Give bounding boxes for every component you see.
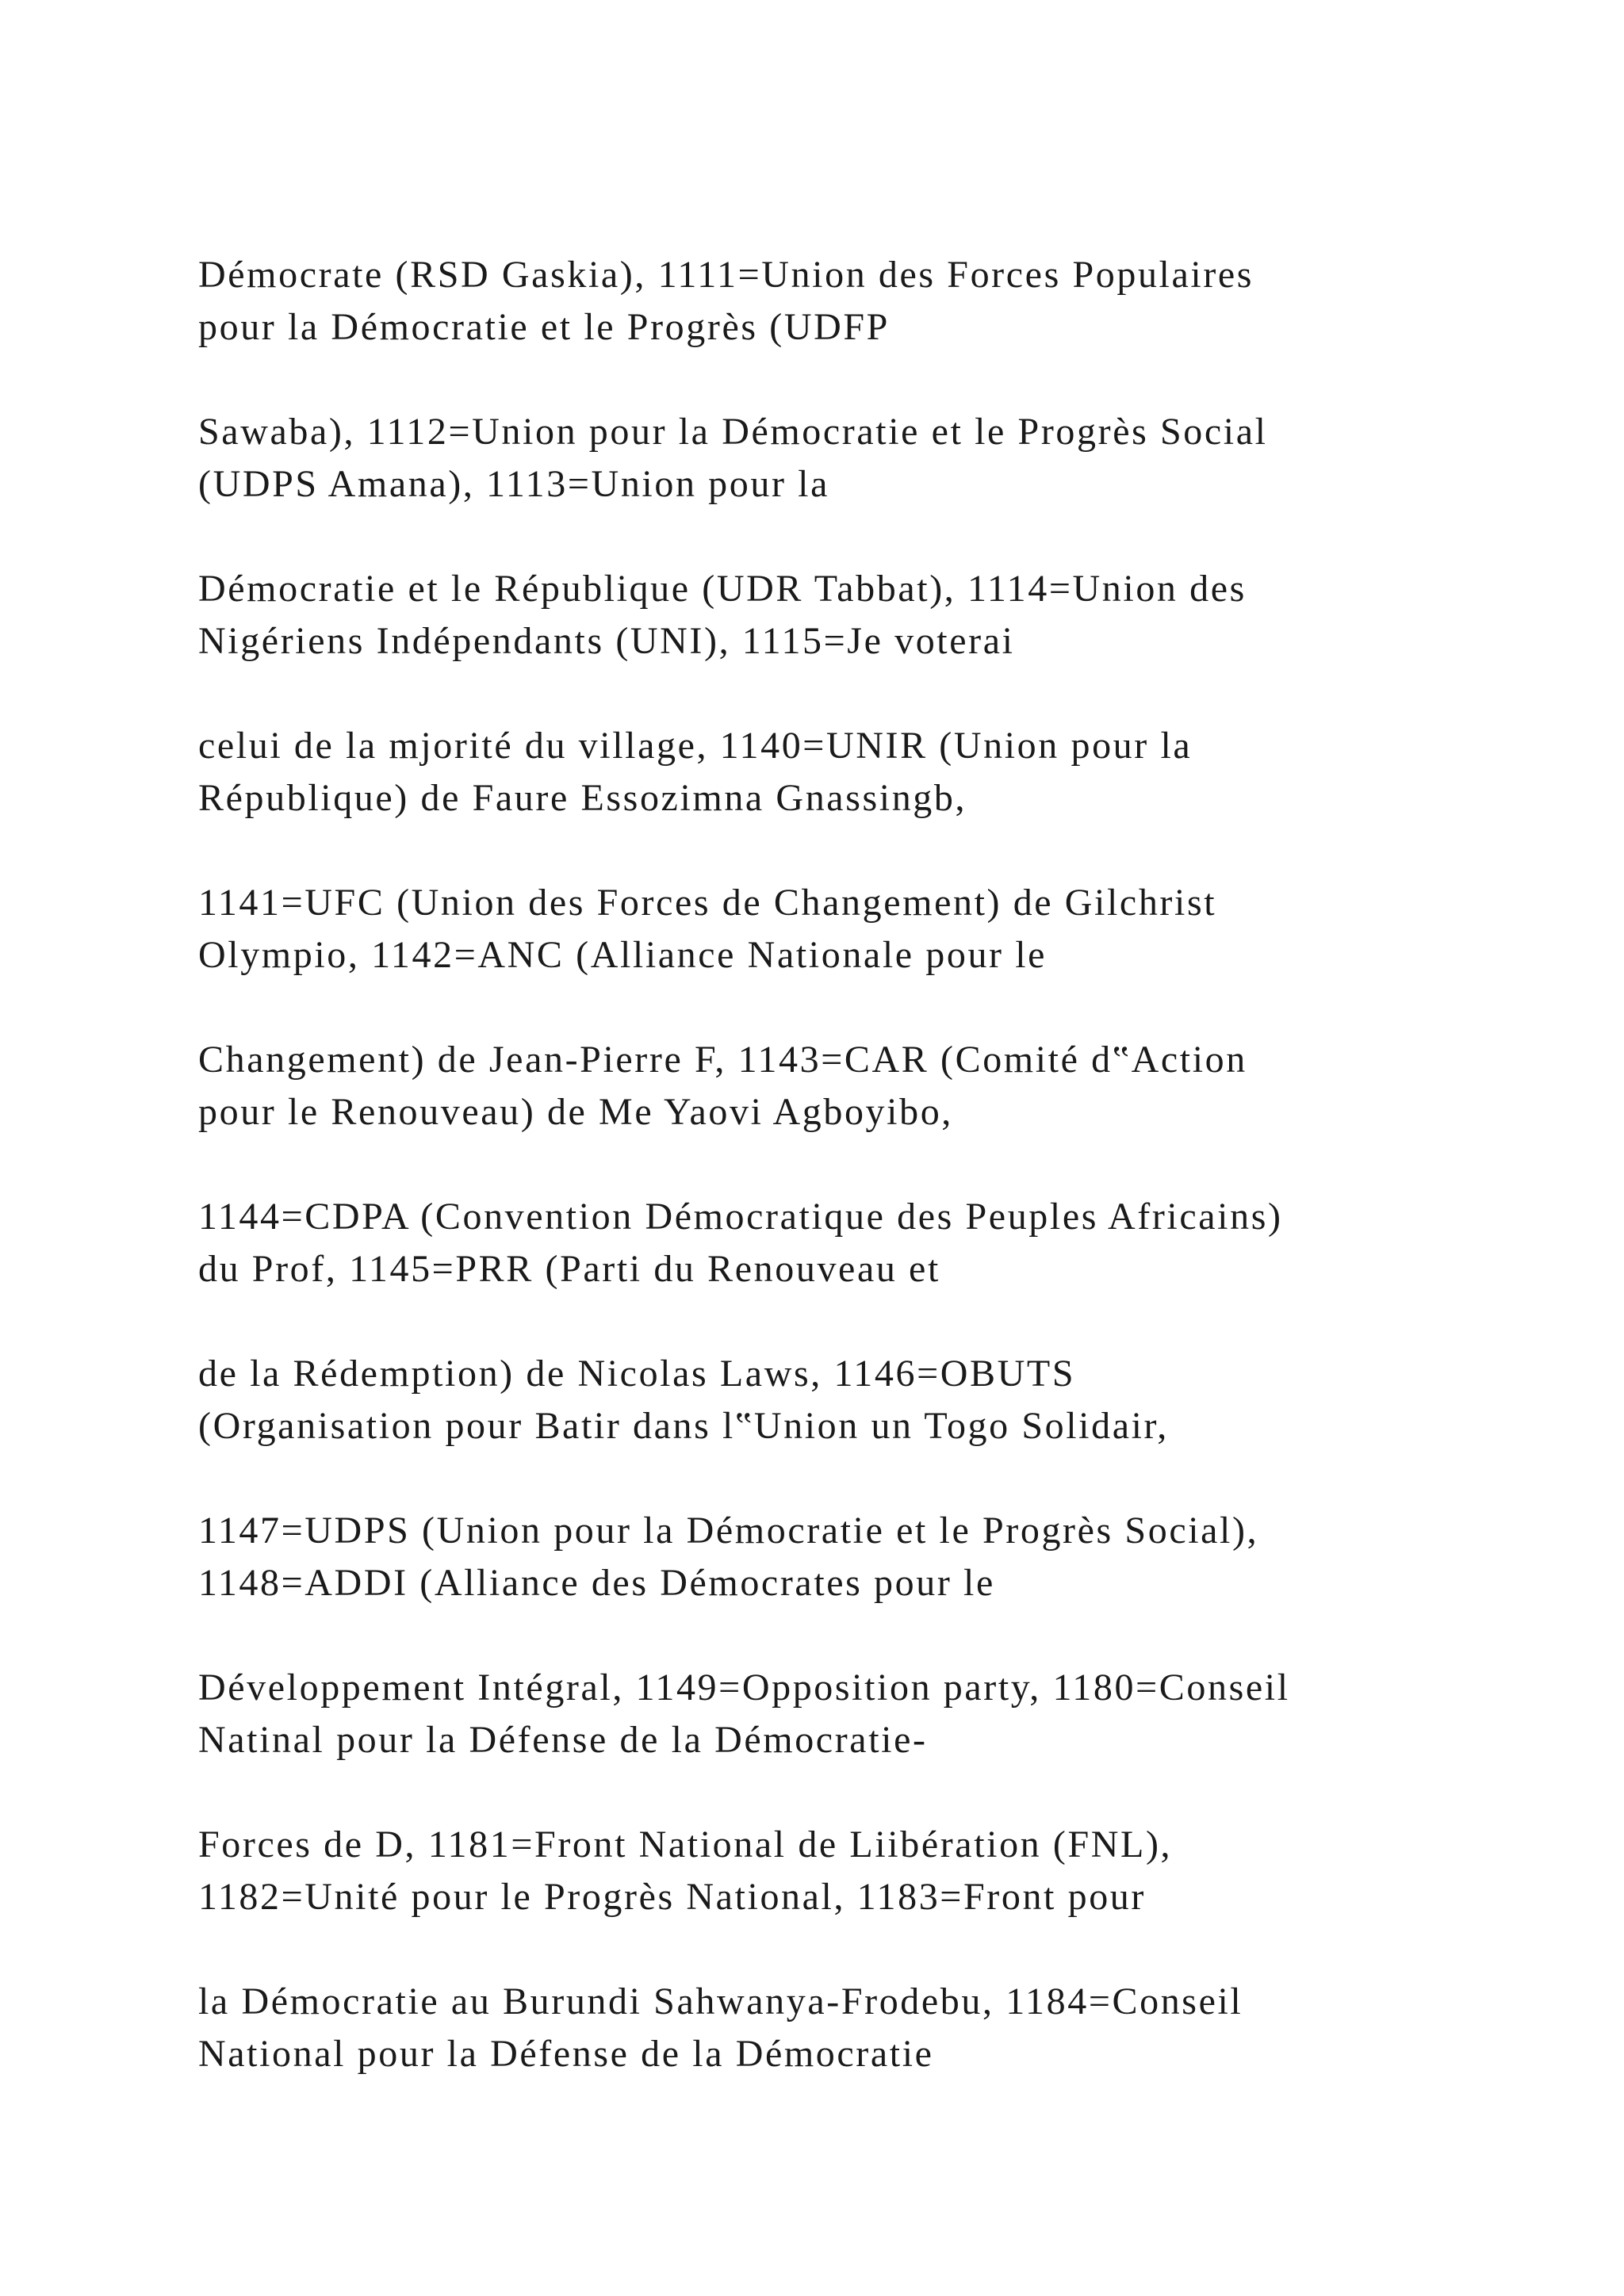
text-line: du Prof, 1145=PRR (Parti du Renouveau et <box>198 1248 940 1290</box>
document-body <box>198 249 1515 2133</box>
paragraph <box>198 1505 1515 1609</box>
paragraph <box>198 1191 1515 1295</box>
text-line: celui de la mjorité du village, 1140=UNIR (Union pour la <box>198 725 1193 767</box>
text-line: Forces de D, 1181=Front National de Liibération (FNL), <box>198 1823 1173 1866</box>
text-line: Nigériens Indépendants (UNI), 1115=Je voterai <box>198 620 1015 662</box>
text-line: Sawaba), 1112=Union pour la Démocratie et le Progrès Social <box>198 411 1268 453</box>
paragraph <box>198 1034 1515 1138</box>
text-line: 1148=ADDI (Alliance des Démocrates pour le <box>198 1562 995 1604</box>
text-line: 1147=UDPS (Union pour la Démocratie et le Progrès Social), <box>198 1510 1259 1552</box>
paragraph <box>198 1662 1515 1766</box>
text-line: Démocrate (RSD Gaskia), 1111=Union des Forces Populaires <box>198 254 1254 296</box>
paragraph <box>198 249 1515 354</box>
text-line: Développement Intégral, 1149=Opposition party, 1180=Conseil <box>198 1667 1290 1709</box>
text-line: (UDPS Amana), 1113=Union pour la <box>198 463 829 505</box>
text-line: pour le Renouveau) de Me Yaovi Agboyibo, <box>198 1091 953 1133</box>
text-line: National pour la Défense de la Démocratie <box>198 2033 934 2075</box>
text-line: pour la Démocratie et le Progrès (UDFP <box>198 306 890 348</box>
paragraph <box>198 406 1515 511</box>
text-line: République) de Faure Essozimna Gnassingb, <box>198 777 967 819</box>
paragraph <box>198 877 1515 982</box>
paragraph <box>198 1976 1515 2080</box>
paragraph <box>198 1819 1515 1923</box>
paragraph <box>198 563 1515 668</box>
text-line: Natinal pour la Défense de la Démocratie- <box>198 1719 928 1761</box>
text-line: Olympio, 1142=ANC (Alliance Nationale pour le <box>198 934 1048 976</box>
text-line: Changement) de Jean-Pierre F, 1143=CAR (Comité d‟Action <box>198 1039 1247 1081</box>
text-line: 1182=Unité pour le Progrès National, 1183=Front pour <box>198 1876 1146 1918</box>
text-line: Démocratie et le République (UDR Tabbat), 1114=Union des <box>198 568 1247 610</box>
text-line: la Démocratie au Burundi Sahwanya-Frodebu, 1184=Conseil <box>198 1980 1243 2022</box>
text-line: (Organisation pour Batir dans l‟Union un Togo Solidair, <box>198 1405 1169 1447</box>
text-line: 1144=CDPA (Convention Démocratique des Peuples Africains) <box>198 1196 1283 1238</box>
text-line: 1141=UFC (Union des Forces de Changement) de Gilchrist <box>198 882 1217 924</box>
text-line: de la Rédemption) de Nicolas Laws, 1146=OBUTS <box>198 1353 1076 1395</box>
paragraph <box>198 1348 1515 1452</box>
paragraph <box>198 720 1515 825</box>
